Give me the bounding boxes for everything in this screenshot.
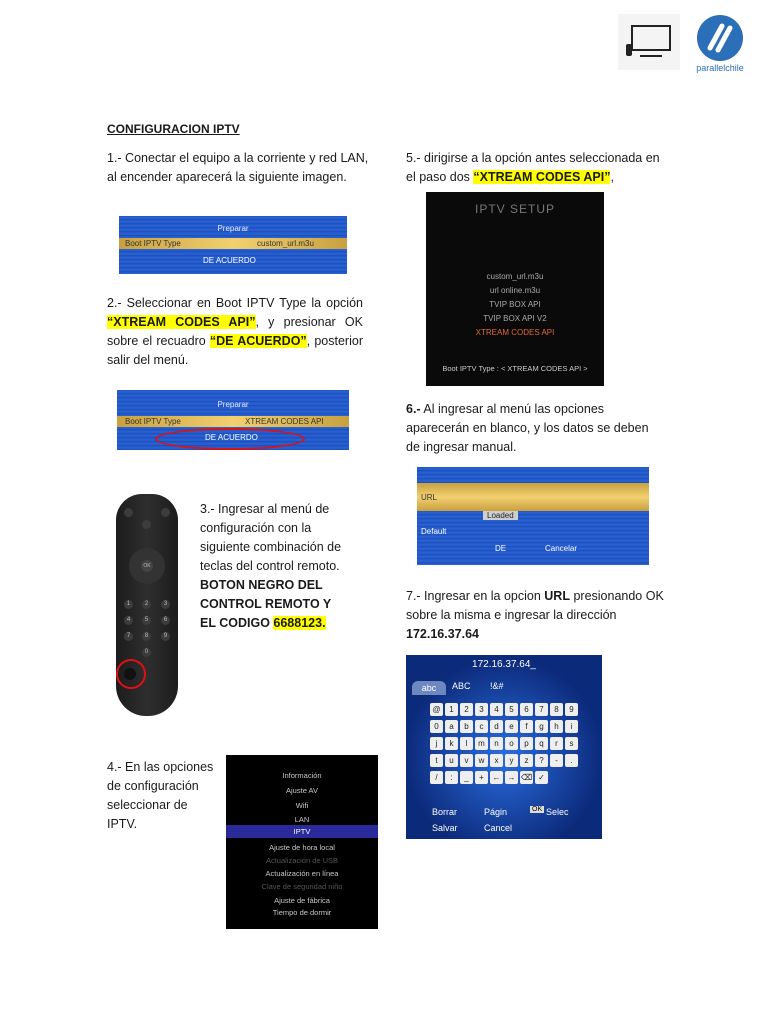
step-2-screenshot bbox=[117, 390, 349, 450]
keyboard-key: z bbox=[520, 754, 533, 767]
step-6-screenshot bbox=[417, 467, 649, 565]
keyboard-key: x bbox=[490, 754, 503, 767]
keyboard-key: m bbox=[475, 737, 488, 750]
step-7-text bbox=[406, 587, 668, 644]
menu-item: Wifi bbox=[295, 801, 309, 810]
keyboard-key: 6 bbox=[520, 703, 533, 716]
shot-footer: Boot IPTV Type : < XTREAM CODES API > bbox=[442, 364, 588, 373]
step-2-text bbox=[107, 294, 363, 370]
keyboard-key: ? bbox=[535, 754, 548, 767]
step-6-number: 6.- bbox=[406, 402, 421, 416]
keyboard-key: - bbox=[550, 754, 563, 767]
keyboard-key: i bbox=[565, 720, 578, 733]
shot-title: IPTV SETUP bbox=[474, 202, 555, 216]
keyboard-key: p bbox=[520, 737, 533, 750]
keyboard-key: _ bbox=[460, 771, 473, 784]
keyboard-key: 8 bbox=[550, 703, 563, 716]
step-4-text: 4.- En las opciones de configuración seleccionar de IPTV. bbox=[107, 760, 214, 831]
shot-highlight-row bbox=[119, 238, 347, 249]
step-7-screenshot bbox=[406, 655, 602, 839]
keyboard-key: 3 bbox=[475, 703, 488, 716]
shot-highlight-row bbox=[417, 483, 649, 511]
step-1-text: 1.- Conectar el equipo a la corriente y red LAN, al encender aparecerá la siguiente imagen. bbox=[107, 151, 369, 184]
step-7-bold: URL bbox=[544, 589, 570, 603]
red-highlight-ring bbox=[155, 428, 305, 450]
shot-option: custom_url.m3u bbox=[486, 272, 544, 281]
keyboard-key: k bbox=[445, 737, 458, 750]
keyboard-key: 7 bbox=[535, 703, 548, 716]
keyboard-key: / bbox=[430, 771, 443, 784]
remote-dpad bbox=[129, 548, 165, 584]
shot-label: Boot IPTV Type bbox=[125, 417, 181, 426]
menu-item: LAN bbox=[294, 815, 310, 824]
step-4-screenshot bbox=[226, 755, 378, 929]
keyboard-key: j bbox=[430, 737, 443, 750]
remote-ok-button: OK bbox=[141, 560, 153, 572]
step-5-text bbox=[406, 149, 668, 187]
keyboard-key: 9 bbox=[565, 703, 578, 716]
shot-button-cancel: Cancelar bbox=[545, 544, 578, 553]
shot-option: url online.m3u bbox=[489, 286, 541, 295]
brand-name: parallelchile bbox=[696, 63, 744, 73]
keyboard-tab: abc bbox=[412, 681, 446, 695]
keyboard-key: o bbox=[505, 737, 518, 750]
keyboard-key: 4 bbox=[490, 703, 503, 716]
keyboard-key: ⌫ bbox=[520, 773, 533, 782]
step-5-text-a: 5.- dirigirse a la opción antes seleccionada en el paso dos bbox=[406, 151, 660, 184]
menu-item: Información bbox=[282, 771, 322, 780]
keyboard-key: : bbox=[445, 771, 458, 784]
shot-label: Boot IPTV Type bbox=[125, 239, 181, 248]
keyboard-key: + bbox=[475, 771, 488, 784]
keyboard-key: a bbox=[445, 720, 458, 733]
step-7-text-b: presionando OK sobre la misma e ingresar la dirección bbox=[406, 589, 664, 622]
remote-button bbox=[124, 508, 133, 517]
keyboard-key: c bbox=[475, 720, 488, 733]
tv-logo bbox=[618, 14, 680, 70]
brand-logo bbox=[688, 14, 752, 76]
shot-button: DE ACUERDO bbox=[203, 256, 256, 265]
parallelchile-logo-icon bbox=[688, 14, 752, 62]
step-7-ip: 172.16.37.64 bbox=[406, 627, 479, 641]
step-3-text-a: 3.- Ingresar al menú de configuración con la siguiente combinación de teclas del control remoto. bbox=[200, 502, 342, 573]
shot-button: DE ACUERDO bbox=[205, 433, 258, 442]
menu-item: Ajuste AV bbox=[286, 786, 318, 795]
keyboard-key: . bbox=[565, 754, 578, 767]
step-7-text-a: 7.- Ingresar en la opcion bbox=[406, 589, 545, 603]
step-2-highlight-b: “DE ACUERDO” bbox=[209, 334, 307, 348]
shot-header: Preparar bbox=[217, 400, 249, 409]
legend-item: Salvar bbox=[432, 823, 458, 833]
step-1-screenshot bbox=[119, 216, 347, 274]
remote-button bbox=[161, 508, 170, 517]
keyboard-key: l bbox=[460, 737, 473, 750]
keyboard-grid bbox=[430, 703, 580, 803]
keyboard-key: w bbox=[475, 754, 488, 767]
legend-item: Selec bbox=[546, 807, 569, 817]
menu-item: Ajuste de fábrica bbox=[274, 896, 330, 905]
menu-item: Actualización en línea bbox=[265, 869, 339, 878]
keyboard-tab: !&# bbox=[490, 681, 504, 691]
red-highlight-ring bbox=[116, 659, 146, 689]
keyboard-key: h bbox=[550, 720, 563, 733]
page-title: CONFIGURACION IPTV bbox=[107, 122, 240, 136]
keyboard-key: r bbox=[550, 737, 563, 750]
step-6-text bbox=[406, 400, 660, 457]
shot-option: TVIP BOX API bbox=[489, 300, 541, 309]
keyboard-key: v bbox=[460, 754, 473, 767]
keyboard-key: f bbox=[520, 720, 533, 733]
step-3-code: 6688123. bbox=[273, 616, 326, 630]
keyboard-key: e bbox=[505, 720, 518, 733]
menu-item: Clave de seguridad niño bbox=[261, 882, 343, 891]
keyboard-key: ← bbox=[490, 771, 503, 784]
shot-option-selected: XTREAM CODES API bbox=[475, 328, 555, 337]
keyboard-key: 2 bbox=[460, 703, 473, 716]
step-2-text-c: , posterior salir del menú. bbox=[107, 334, 363, 367]
keyboard-key: n bbox=[490, 737, 503, 750]
shot-option: TVIP BOX API V2 bbox=[483, 314, 547, 323]
tv-icon bbox=[618, 14, 680, 70]
step-2-text-b: , y presionar OK sobre el recuadro bbox=[107, 315, 363, 348]
shot-field-value: Loaded bbox=[483, 511, 518, 520]
keyboard-key: t bbox=[430, 754, 443, 767]
remote-button bbox=[142, 520, 151, 529]
menu-item: Tiempo de dormir bbox=[272, 908, 332, 917]
shot-header: Preparar bbox=[217, 224, 249, 233]
keyboard-input: 172.16.37.64_ bbox=[472, 659, 536, 670]
step-2-text-a: 2.- Seleccionar en Boot IPTV Type la opción bbox=[107, 296, 363, 310]
keyboard-key: s bbox=[565, 737, 578, 750]
keyboard-key: ✓ bbox=[535, 771, 548, 784]
shot-field-label: Default bbox=[421, 527, 447, 536]
menu-item: Actualización de USB bbox=[265, 856, 339, 865]
remote-control-image: OK 1 2 3 4 5 6 7 8 9 0 bbox=[116, 494, 178, 716]
menu-item: Ajuste de hora local bbox=[269, 843, 335, 852]
step-2-highlight-a: “XTREAM CODES API” bbox=[107, 315, 256, 329]
keyboard-key: u bbox=[445, 754, 458, 767]
shot-value: XTREAM CODES API bbox=[245, 417, 324, 426]
shot-highlight-row bbox=[117, 416, 349, 427]
step-3-text bbox=[200, 500, 350, 633]
shot-value: custom_url.m3u bbox=[257, 239, 314, 248]
keyboard-key: b bbox=[460, 720, 473, 733]
keyboard-key: y bbox=[505, 754, 518, 767]
legend-item: OK bbox=[532, 806, 543, 813]
keyboard-key: @ bbox=[430, 703, 443, 716]
keyboard-key: 0 bbox=[430, 720, 443, 733]
shot-field-label: URL bbox=[421, 493, 438, 502]
step-3-bold: BOTON NEGRO DEL CONTROL REMOTO Y EL CODIGO bbox=[200, 578, 332, 630]
legend-item: Cancel bbox=[484, 823, 513, 833]
keyboard-key: d bbox=[490, 720, 503, 733]
step-5-highlight: “XTREAM CODES API” bbox=[473, 170, 611, 184]
keyboard-key: → bbox=[505, 771, 518, 784]
step-5-tail: , bbox=[610, 170, 614, 184]
keyboard-key: q bbox=[535, 737, 548, 750]
step-6-text-a: Al ingresar al menú las opciones aparecerán en blanco, y los datos se deben de ingresar manual. bbox=[406, 402, 649, 454]
menu-item-selected: IPTV bbox=[226, 825, 378, 838]
keyboard-key: g bbox=[535, 720, 548, 733]
legend-item: Borrar bbox=[432, 807, 458, 817]
legend-item: Págin bbox=[484, 807, 508, 817]
keyboard-tab: ABC bbox=[452, 681, 471, 691]
keyboard-key: 1 bbox=[445, 703, 458, 716]
shot-button-ok: DE bbox=[495, 544, 507, 553]
keyboard-key: 5 bbox=[505, 703, 518, 716]
step-5-screenshot bbox=[426, 192, 604, 386]
